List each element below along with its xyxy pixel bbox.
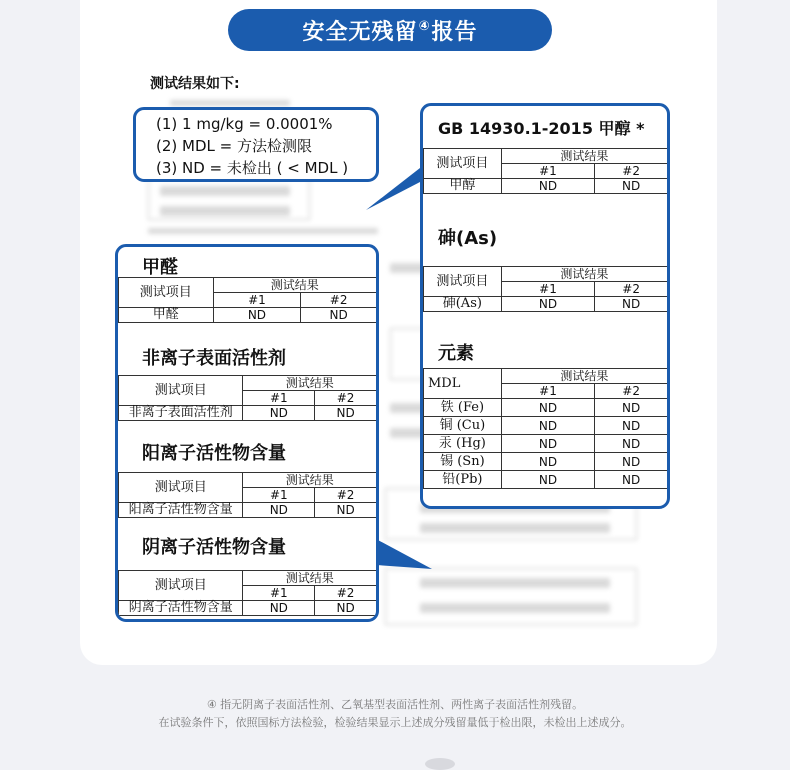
decorative-shape (425, 758, 455, 770)
label-header: 测试项目 (119, 473, 243, 503)
value-cell: ND (243, 406, 315, 421)
col-header: #1 (243, 391, 315, 406)
col-header: #1 (501, 384, 595, 399)
label-header: 测试项目 (424, 267, 502, 297)
section-title: 非离子表面活性剂 (142, 348, 286, 369)
result-header: 测试结果 (501, 149, 667, 164)
item-name: 铁 (Fe) (424, 399, 502, 417)
formaldehyde-table (118, 277, 377, 323)
value-cell: ND (315, 601, 377, 616)
value-cell: ND (595, 399, 668, 417)
cationic-table (118, 472, 377, 518)
note-line: (3) ND = 未检出 ( < MDL ) (156, 159, 349, 177)
col-header: #1 (243, 586, 315, 601)
value-cell: ND (595, 453, 668, 471)
item-name: 甲醛 (119, 308, 214, 323)
value-cell: ND (501, 417, 595, 435)
left-panel-pointer (370, 535, 440, 575)
value-cell: ND (501, 399, 595, 417)
note-line: (1) 1 mg/kg = 0.0001% (156, 115, 333, 133)
value-cell: ND (501, 297, 595, 312)
label-header: 测试项目 (119, 571, 243, 601)
elements-table (423, 368, 668, 489)
section-title: GB 14930.1-2015 甲醇 * (438, 119, 645, 138)
label-header: 测试项目 (119, 376, 243, 406)
footnote-marker: ④ (418, 18, 431, 34)
value-cell: ND (301, 308, 377, 323)
col-header: #2 (315, 586, 377, 601)
col-header: #1 (501, 282, 595, 297)
section-title: 阳离子活性物含量 (142, 443, 286, 464)
notes-callout (133, 107, 379, 182)
document-heading: 测试结果如下: (150, 76, 240, 92)
section-title: 砷(As) (438, 228, 498, 249)
value-cell: ND (501, 179, 595, 194)
banner-title-part-a: 安全无残留 (302, 19, 418, 45)
value-cell: ND (595, 179, 668, 194)
col-header: #2 (315, 488, 377, 503)
footnote-line-1: ④ 指无阴离子表面活性剂、乙氧基型表面活性剂、两性离子表面活性剂残留。 (206, 698, 584, 711)
value-cell: ND (243, 503, 315, 518)
section-title: 甲醛 (142, 257, 178, 278)
value-cell: ND (315, 406, 377, 421)
value-cell: ND (315, 503, 377, 518)
methanol-table (423, 148, 668, 194)
right-panel (420, 103, 670, 509)
col-header: #2 (301, 293, 377, 308)
col-header: #2 (595, 164, 668, 179)
left-panel (115, 244, 379, 622)
item-name: 非离子表面活性剂 (119, 406, 243, 421)
result-header: 测试结果 (501, 267, 667, 282)
anionic-table (118, 570, 377, 616)
result-header: 测试结果 (213, 278, 376, 293)
result-header: 测试结果 (501, 369, 667, 384)
result-header: 测试结果 (243, 376, 377, 391)
value-cell: ND (501, 435, 595, 453)
col-header: #1 (213, 293, 301, 308)
section-title: 元素 (438, 343, 474, 364)
value-cell: ND (595, 297, 668, 312)
col-header: #2 (595, 282, 668, 297)
col-header: #1 (501, 164, 595, 179)
result-header: 测试结果 (243, 571, 377, 586)
item-name: 阴离子活性物含量 (119, 601, 243, 616)
footnote-line-2: 在试验条件下，依照国标方法检验，检验结果显示上述成分残留量低于检出限，未检出上述成分。 (158, 716, 632, 729)
banner-title-part-b: 报告 (431, 19, 478, 45)
section-title: 阴离子活性物含量 (142, 537, 286, 558)
value-cell: ND (595, 417, 668, 435)
value-cell: ND (595, 435, 668, 453)
banner-title (228, 9, 552, 51)
item-name: 砷(As) (424, 297, 502, 312)
item-name: 阳离子活性物含量 (119, 503, 243, 518)
value-cell: ND (501, 471, 595, 489)
col-header: #2 (315, 391, 377, 406)
result-header: 测试结果 (243, 473, 377, 488)
col-header: #1 (243, 488, 315, 503)
value-cell: ND (243, 601, 315, 616)
label-header: 测试项目 (119, 278, 214, 308)
nonionic-table (118, 375, 377, 421)
item-name: 甲醇 (424, 179, 502, 194)
label-header: 测试项目 (424, 149, 502, 179)
note-line: (2) MDL = 方法检测限 (156, 137, 312, 155)
item-name: 锡 (Sn) (424, 453, 502, 471)
item-name: 铅(Pb) (424, 471, 502, 489)
col-header: #2 (595, 384, 668, 399)
value-cell: ND (501, 453, 595, 471)
value-cell: ND (595, 471, 668, 489)
arsenic-table (423, 266, 668, 312)
value-cell: ND (213, 308, 301, 323)
item-name: 汞 (Hg) (424, 435, 502, 453)
item-name: 铜 (Cu) (424, 417, 502, 435)
label-header: MDL (424, 369, 502, 399)
